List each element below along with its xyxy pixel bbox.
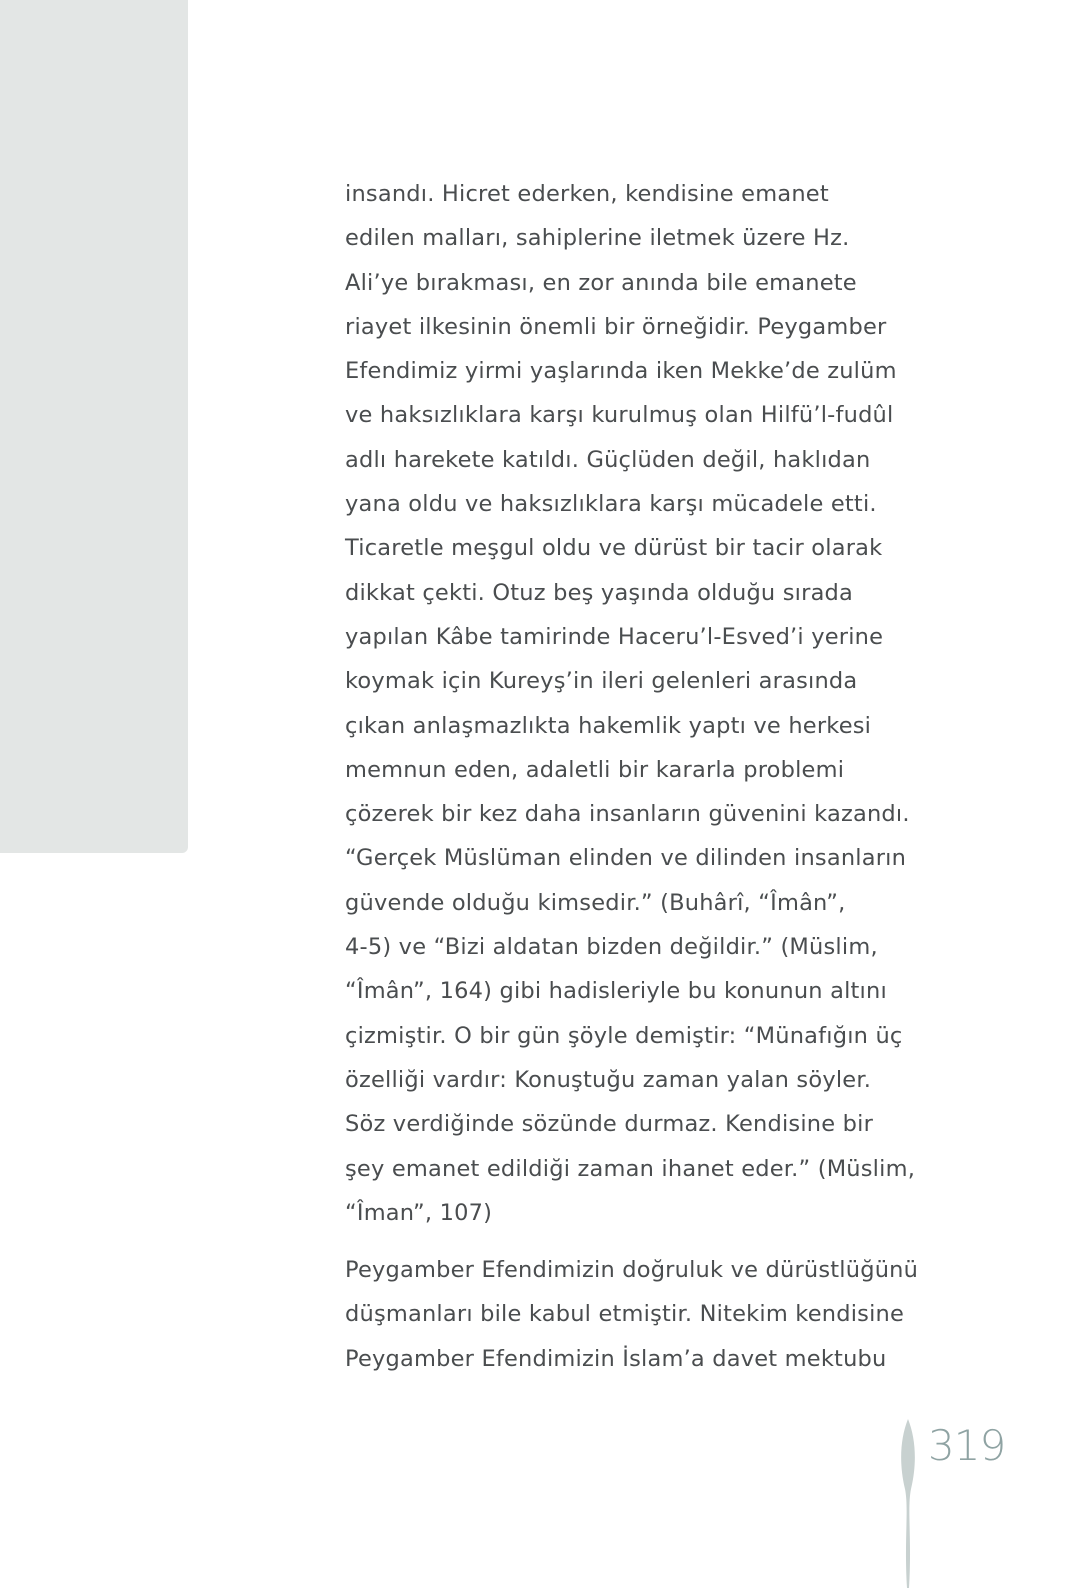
text-line: “Gerçek Müslüman elinden ve dilinden insanların xyxy=(345,845,907,872)
text-line: “Îmân”, 164) gibi hadisleriyle bu konunun altını xyxy=(345,978,887,1005)
text-line: Söz verdiğinde sözünde durmaz. Kendisine bir xyxy=(345,1111,874,1138)
text-line: Ali’ye bırakması, en zor anında bile emanete xyxy=(345,269,857,296)
text-line: Peygamber Efendimizin doğruluk ve dürüstlüğünü xyxy=(345,1257,919,1284)
text-line: dikkat çekti. Otuz beş yaşında olduğu sırada xyxy=(345,579,854,606)
paragraph-2 xyxy=(345,1248,919,1381)
text-line: Peygamber Efendimizin İslam’a davet mektubu xyxy=(345,1345,887,1372)
text-line: edilen malları, sahiplerine iletmek üzere Hz. xyxy=(345,225,850,252)
text-line: riayet ilkesinin önemli bir örneğidir. Peygamber xyxy=(345,313,887,340)
text-line: yana oldu ve haksızlıklara karşı mücadele etti. xyxy=(345,491,877,518)
text-line: memnun eden, adaletli bir kararla problemi xyxy=(345,756,845,783)
page-number: 319 xyxy=(928,1421,1006,1470)
text-line: “Îman”, 107) xyxy=(345,1199,493,1226)
text-line: güvende olduğu kimsedir.” (Buhârî, “Îmân”, xyxy=(345,889,846,916)
page-ornament-icon xyxy=(896,1419,920,1588)
text-line: koymak için Kureyş’in ileri gelenleri arasında xyxy=(345,668,858,695)
text-line: şey emanet edildiği zaman ihanet eder.” (Müslim, xyxy=(345,1155,916,1182)
text-line: çözerek bir kez daha insanların güvenini kazandı. xyxy=(345,801,910,828)
paragraph-1 xyxy=(345,172,916,1235)
text-line: çıkan anlaşmazlıkta hakemlik yaptı ve herkesi xyxy=(345,712,872,739)
body-text xyxy=(345,172,919,1381)
text-line: Ticaretle meşgul oldu ve dürüst bir tacir olarak xyxy=(345,535,883,562)
text-line: yapılan Kâbe tamirinde Haceru’l-Esved’i yerine xyxy=(345,623,884,650)
text-line: düşmanları bile kabul etmiştir. Nitekim kendisine xyxy=(345,1301,905,1328)
side-decorative-block xyxy=(0,0,188,853)
text-line: 4-5) ve “Bizi aldatan bizden değildir.” (Müslim, xyxy=(345,934,878,961)
text-line: çizmiştir. O bir gün şöyle demiştir: “Münafığın üç xyxy=(345,1022,903,1049)
text-line: özelliği vardır: Konuştuğu zaman yalan söyler. xyxy=(345,1066,872,1093)
text-line: ve haksızlıklara karşı kurulmuş olan Hilfü’l-fudûl xyxy=(345,402,894,429)
text-line: Efendimiz yirmi yaşlarında iken Mekke’de zulüm xyxy=(345,358,897,385)
text-line: adlı harekete katıldı. Güçlüden değil, haklıdan xyxy=(345,446,871,473)
text-line: insandı. Hicret ederken, kendisine emanet xyxy=(345,181,829,207)
